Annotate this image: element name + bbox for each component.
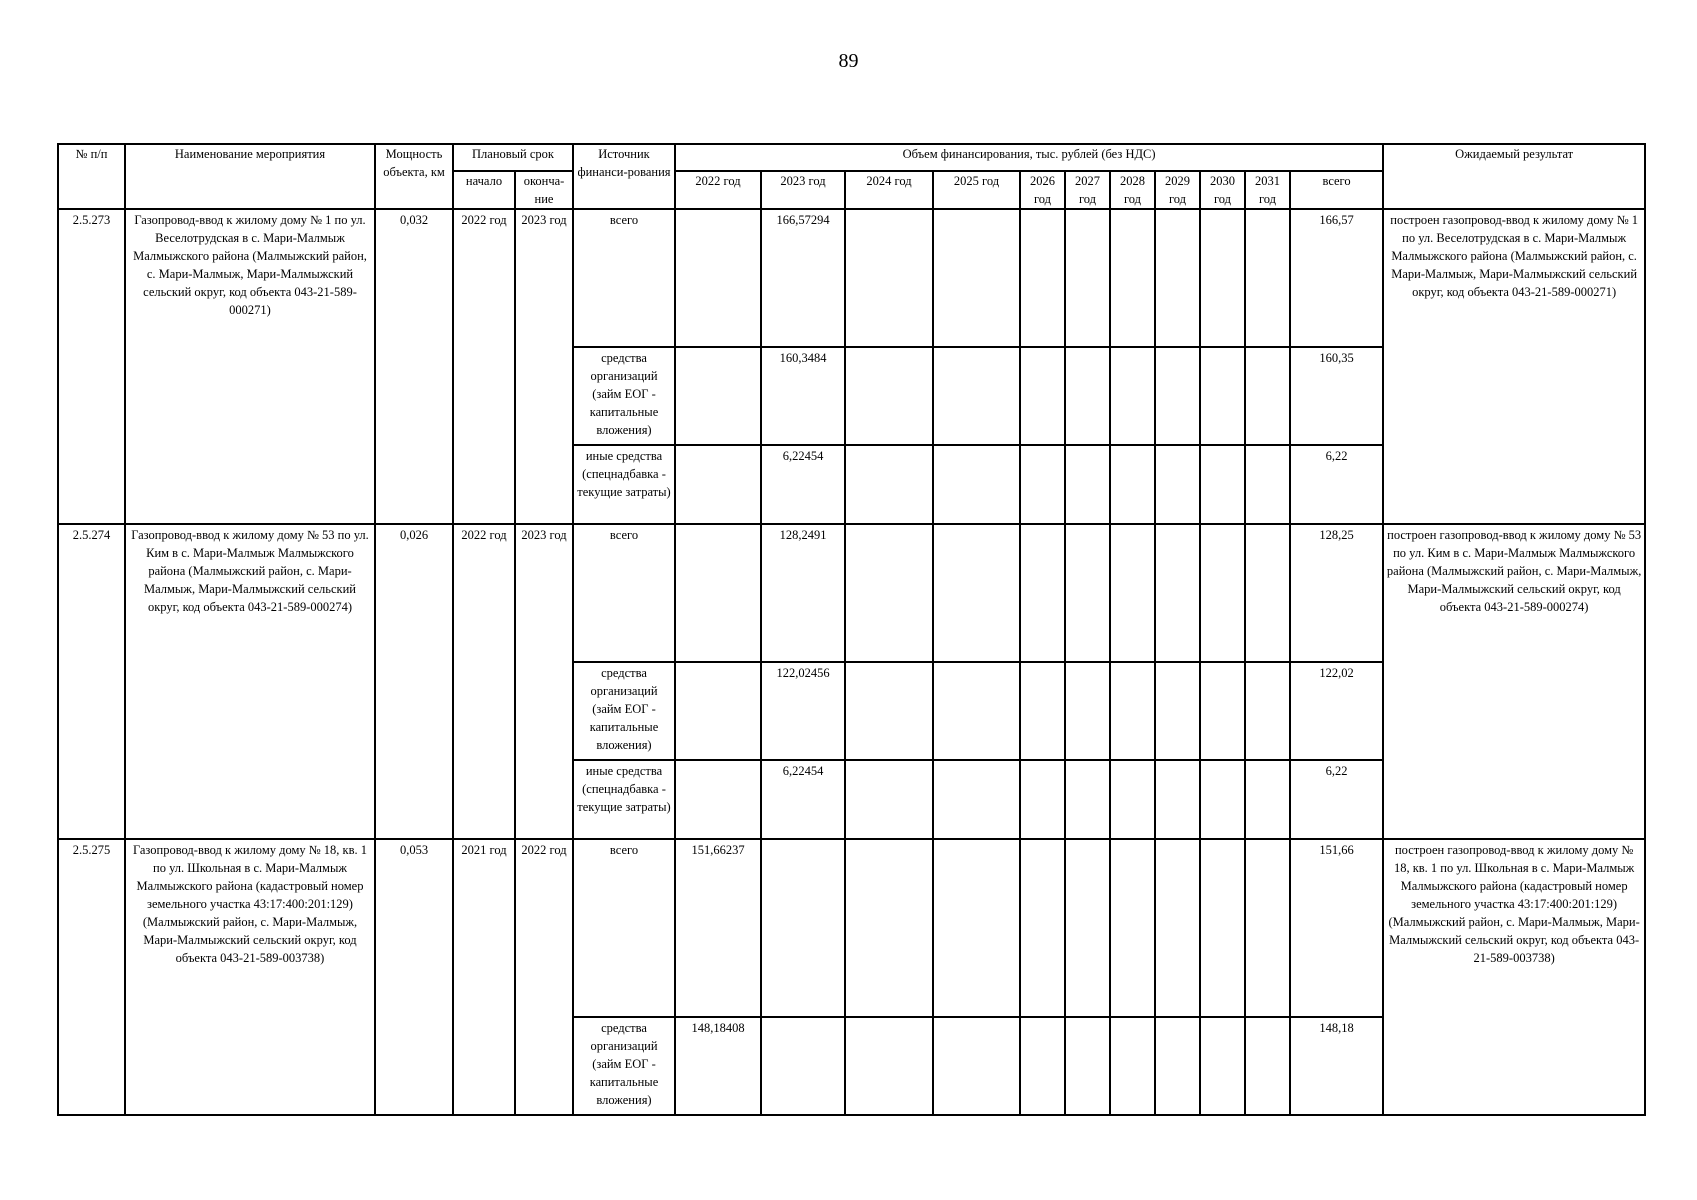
year-value	[761, 1017, 845, 1115]
total-value: 128,25	[1290, 524, 1383, 662]
year-value	[845, 839, 933, 1017]
year-value	[933, 209, 1020, 347]
year-value	[675, 760, 761, 839]
year-value	[675, 445, 761, 524]
year-value	[1200, 347, 1245, 445]
year-value: 166,57294	[761, 209, 845, 347]
year-value	[845, 209, 933, 347]
year-value	[1110, 445, 1155, 524]
start-year: 2022 год	[453, 524, 515, 839]
table-row	[58, 209, 1645, 347]
funding-source: иные средства (спецнадбавка - текущие затраты)	[573, 445, 675, 524]
event-name: Газопровод-ввод к жилому дому № 53 по ул. Ким в с. Мари-Малмыж Малмыжского района (Малмыжский район, с. Мари-Малмыж, Мари-Малмыжский сельский округ, код объекта 043-21-589-000274)	[125, 524, 375, 839]
year-value	[933, 1017, 1020, 1115]
year-value	[1020, 445, 1065, 524]
event-name: Газопровод-ввод к жилому дому № 1 по ул. Веселотрудская в с. Мари-Малмыж Малмыжского района (Малмыжский район, с. Мари-Малмыж, Мари-Малмыжский сельский округ, код объекта 043-21-589-000271)	[125, 209, 375, 524]
expected-result: построен газопровод-ввод к жилому дому № 1 по ул. Веселотрудская в с. Мари-Малмыж Малмыжского района (Малмыжский район, с. Мари-Малмыж, Мари-Малмыжский сельский округ, код объекта 043-21-589-000271)	[1383, 209, 1645, 524]
header-year: 2022 год	[675, 171, 761, 209]
year-value: 6,22454	[761, 760, 845, 839]
year-value	[1065, 1017, 1110, 1115]
year-value	[933, 445, 1020, 524]
header-end: оконча-ние	[515, 171, 573, 209]
year-value	[1065, 209, 1110, 347]
total-value: 166,57	[1290, 209, 1383, 347]
year-value: 148,18408	[675, 1017, 761, 1115]
table-body	[58, 209, 1645, 1115]
year-value	[1245, 1017, 1290, 1115]
year-value: 122,02456	[761, 662, 845, 760]
year-value	[1155, 662, 1200, 760]
total-value: 122,02	[1290, 662, 1383, 760]
year-value	[1200, 760, 1245, 839]
funding-source: средства организаций (займ ЕОГ - капитальные вложения)	[573, 347, 675, 445]
start-year: 2021 год	[453, 839, 515, 1115]
end-year: 2023 год	[515, 209, 573, 524]
year-value	[1155, 445, 1200, 524]
expected-result: построен газопровод-ввод к жилому дому № 18, кв. 1 по ул. Школьная в с. Мари-Малмыж Малмыжского района (кадастровый номер земельного участка 43:17:400:201:129) (Малмыжский район, с. Мари-Малмыж, Мари-Малмыжский сельский округ, код объекта 043-21-589-003738)	[1383, 839, 1645, 1115]
year-value	[1020, 839, 1065, 1017]
financing-table	[57, 143, 1646, 1116]
object-power: 0,053	[375, 839, 453, 1115]
header-year: 2025 год	[933, 171, 1020, 209]
object-power: 0,026	[375, 524, 453, 839]
year-value	[675, 347, 761, 445]
funding-source: всего	[573, 524, 675, 662]
year-value	[1155, 1017, 1200, 1115]
end-year: 2022 год	[515, 839, 573, 1115]
year-value	[675, 662, 761, 760]
year-value	[1200, 524, 1245, 662]
year-value	[675, 209, 761, 347]
year-value	[1020, 209, 1065, 347]
year-value	[1065, 839, 1110, 1017]
total-value: 148,18	[1290, 1017, 1383, 1115]
year-value	[1245, 662, 1290, 760]
year-value	[1155, 347, 1200, 445]
year-value	[1200, 1017, 1245, 1115]
end-year: 2023 год	[515, 524, 573, 839]
year-value	[845, 524, 933, 662]
year-value	[933, 839, 1020, 1017]
year-value	[933, 524, 1020, 662]
year-value	[1065, 662, 1110, 760]
header-year: 2023 год	[761, 171, 845, 209]
year-value: 6,22454	[761, 445, 845, 524]
header-power: Мощность объекта, км	[375, 144, 453, 209]
year-value	[675, 524, 761, 662]
funding-source: всего	[573, 839, 675, 1017]
year-value: 160,3484	[761, 347, 845, 445]
year-value	[845, 662, 933, 760]
year-value	[1155, 760, 1200, 839]
year-value	[933, 760, 1020, 839]
header-start: начало	[453, 171, 515, 209]
row-number: 2.5.274	[58, 524, 125, 839]
start-year: 2022 год	[453, 209, 515, 524]
total-value: 151,66	[1290, 839, 1383, 1017]
header-year: 2024 год	[845, 171, 933, 209]
page-number: 89	[838, 50, 859, 72]
year-value	[1020, 662, 1065, 760]
table-row	[58, 524, 1645, 662]
header-source: Источник финанси-рования	[573, 144, 675, 209]
funding-source: средства организаций (займ ЕОГ - капитальные вложения)	[573, 662, 675, 760]
year-value	[845, 1017, 933, 1115]
year-value	[845, 445, 933, 524]
year-value	[1155, 209, 1200, 347]
total-value: 6,22	[1290, 445, 1383, 524]
year-value	[1200, 445, 1245, 524]
funding-source: всего	[573, 209, 675, 347]
expected-result: построен газопровод-ввод к жилому дому № 53 по ул. Ким в с. Мари-Малмыж Малмыжского района (Малмыжский район, с. Мари-Малмыж, Мари-Малмыжский сельский округ, код объекта 043-21-589-000274)	[1383, 524, 1645, 839]
year-value: 151,66237	[675, 839, 761, 1017]
header-year: 2028 год	[1110, 171, 1155, 209]
year-value	[1245, 760, 1290, 839]
funding-source: средства организаций (займ ЕОГ - капитальные вложения)	[573, 1017, 675, 1115]
year-value	[1110, 347, 1155, 445]
year-value	[845, 760, 933, 839]
header-year: 2027 год	[1065, 171, 1110, 209]
year-value: 128,2491	[761, 524, 845, 662]
year-value	[1065, 760, 1110, 839]
year-value	[761, 839, 845, 1017]
year-value	[1245, 209, 1290, 347]
header-volume: Объем финансирования, тыс. рублей (без НДС)	[675, 144, 1383, 171]
total-value: 6,22	[1290, 760, 1383, 839]
year-value	[1065, 524, 1110, 662]
year-value	[1200, 662, 1245, 760]
event-name: Газопровод-ввод к жилому дому № 18, кв. 1 по ул. Школьная в с. Мари-Малмыж Малмыжского района (кадастровый номер земельного участка 43:17:400:201:129) (Малмыжский район, с. Мари-Малмыж, Мари-Малмыжский сельский округ, код объекта 043-21-589-003738)	[125, 839, 375, 1115]
year-value	[1110, 209, 1155, 347]
header-year: 2030 год	[1200, 171, 1245, 209]
year-value	[933, 662, 1020, 760]
table-row	[58, 839, 1645, 1017]
year-value	[1155, 839, 1200, 1017]
year-value	[1245, 839, 1290, 1017]
year-value	[933, 347, 1020, 445]
header-period: Плановый срок	[453, 144, 573, 171]
year-value	[1110, 662, 1155, 760]
year-value	[1155, 524, 1200, 662]
year-value	[1110, 524, 1155, 662]
header-total: всего	[1290, 171, 1383, 209]
year-value	[1020, 347, 1065, 445]
year-value	[1110, 1017, 1155, 1115]
year-value	[1110, 760, 1155, 839]
row-number: 2.5.273	[58, 209, 125, 524]
year-value	[1200, 209, 1245, 347]
header-num: № п/п	[58, 144, 125, 209]
year-value	[1065, 445, 1110, 524]
header-name: Наименование мероприятия	[125, 144, 375, 209]
year-value	[845, 347, 933, 445]
header-result: Ожидаемый результат	[1383, 144, 1645, 209]
header-year: 2031 год	[1245, 171, 1290, 209]
year-value	[1245, 524, 1290, 662]
year-value	[1020, 1017, 1065, 1115]
year-value	[1020, 760, 1065, 839]
object-power: 0,032	[375, 209, 453, 524]
total-value: 160,35	[1290, 347, 1383, 445]
year-value	[1200, 839, 1245, 1017]
year-value	[1110, 839, 1155, 1017]
year-value	[1245, 445, 1290, 524]
year-value	[1020, 524, 1065, 662]
year-value	[1245, 347, 1290, 445]
year-value	[1065, 347, 1110, 445]
header-year: 2026 год	[1020, 171, 1065, 209]
header-year: 2029 год	[1155, 171, 1200, 209]
row-number: 2.5.275	[58, 839, 125, 1115]
funding-source: иные средства (спецнадбавка - текущие затраты)	[573, 760, 675, 839]
